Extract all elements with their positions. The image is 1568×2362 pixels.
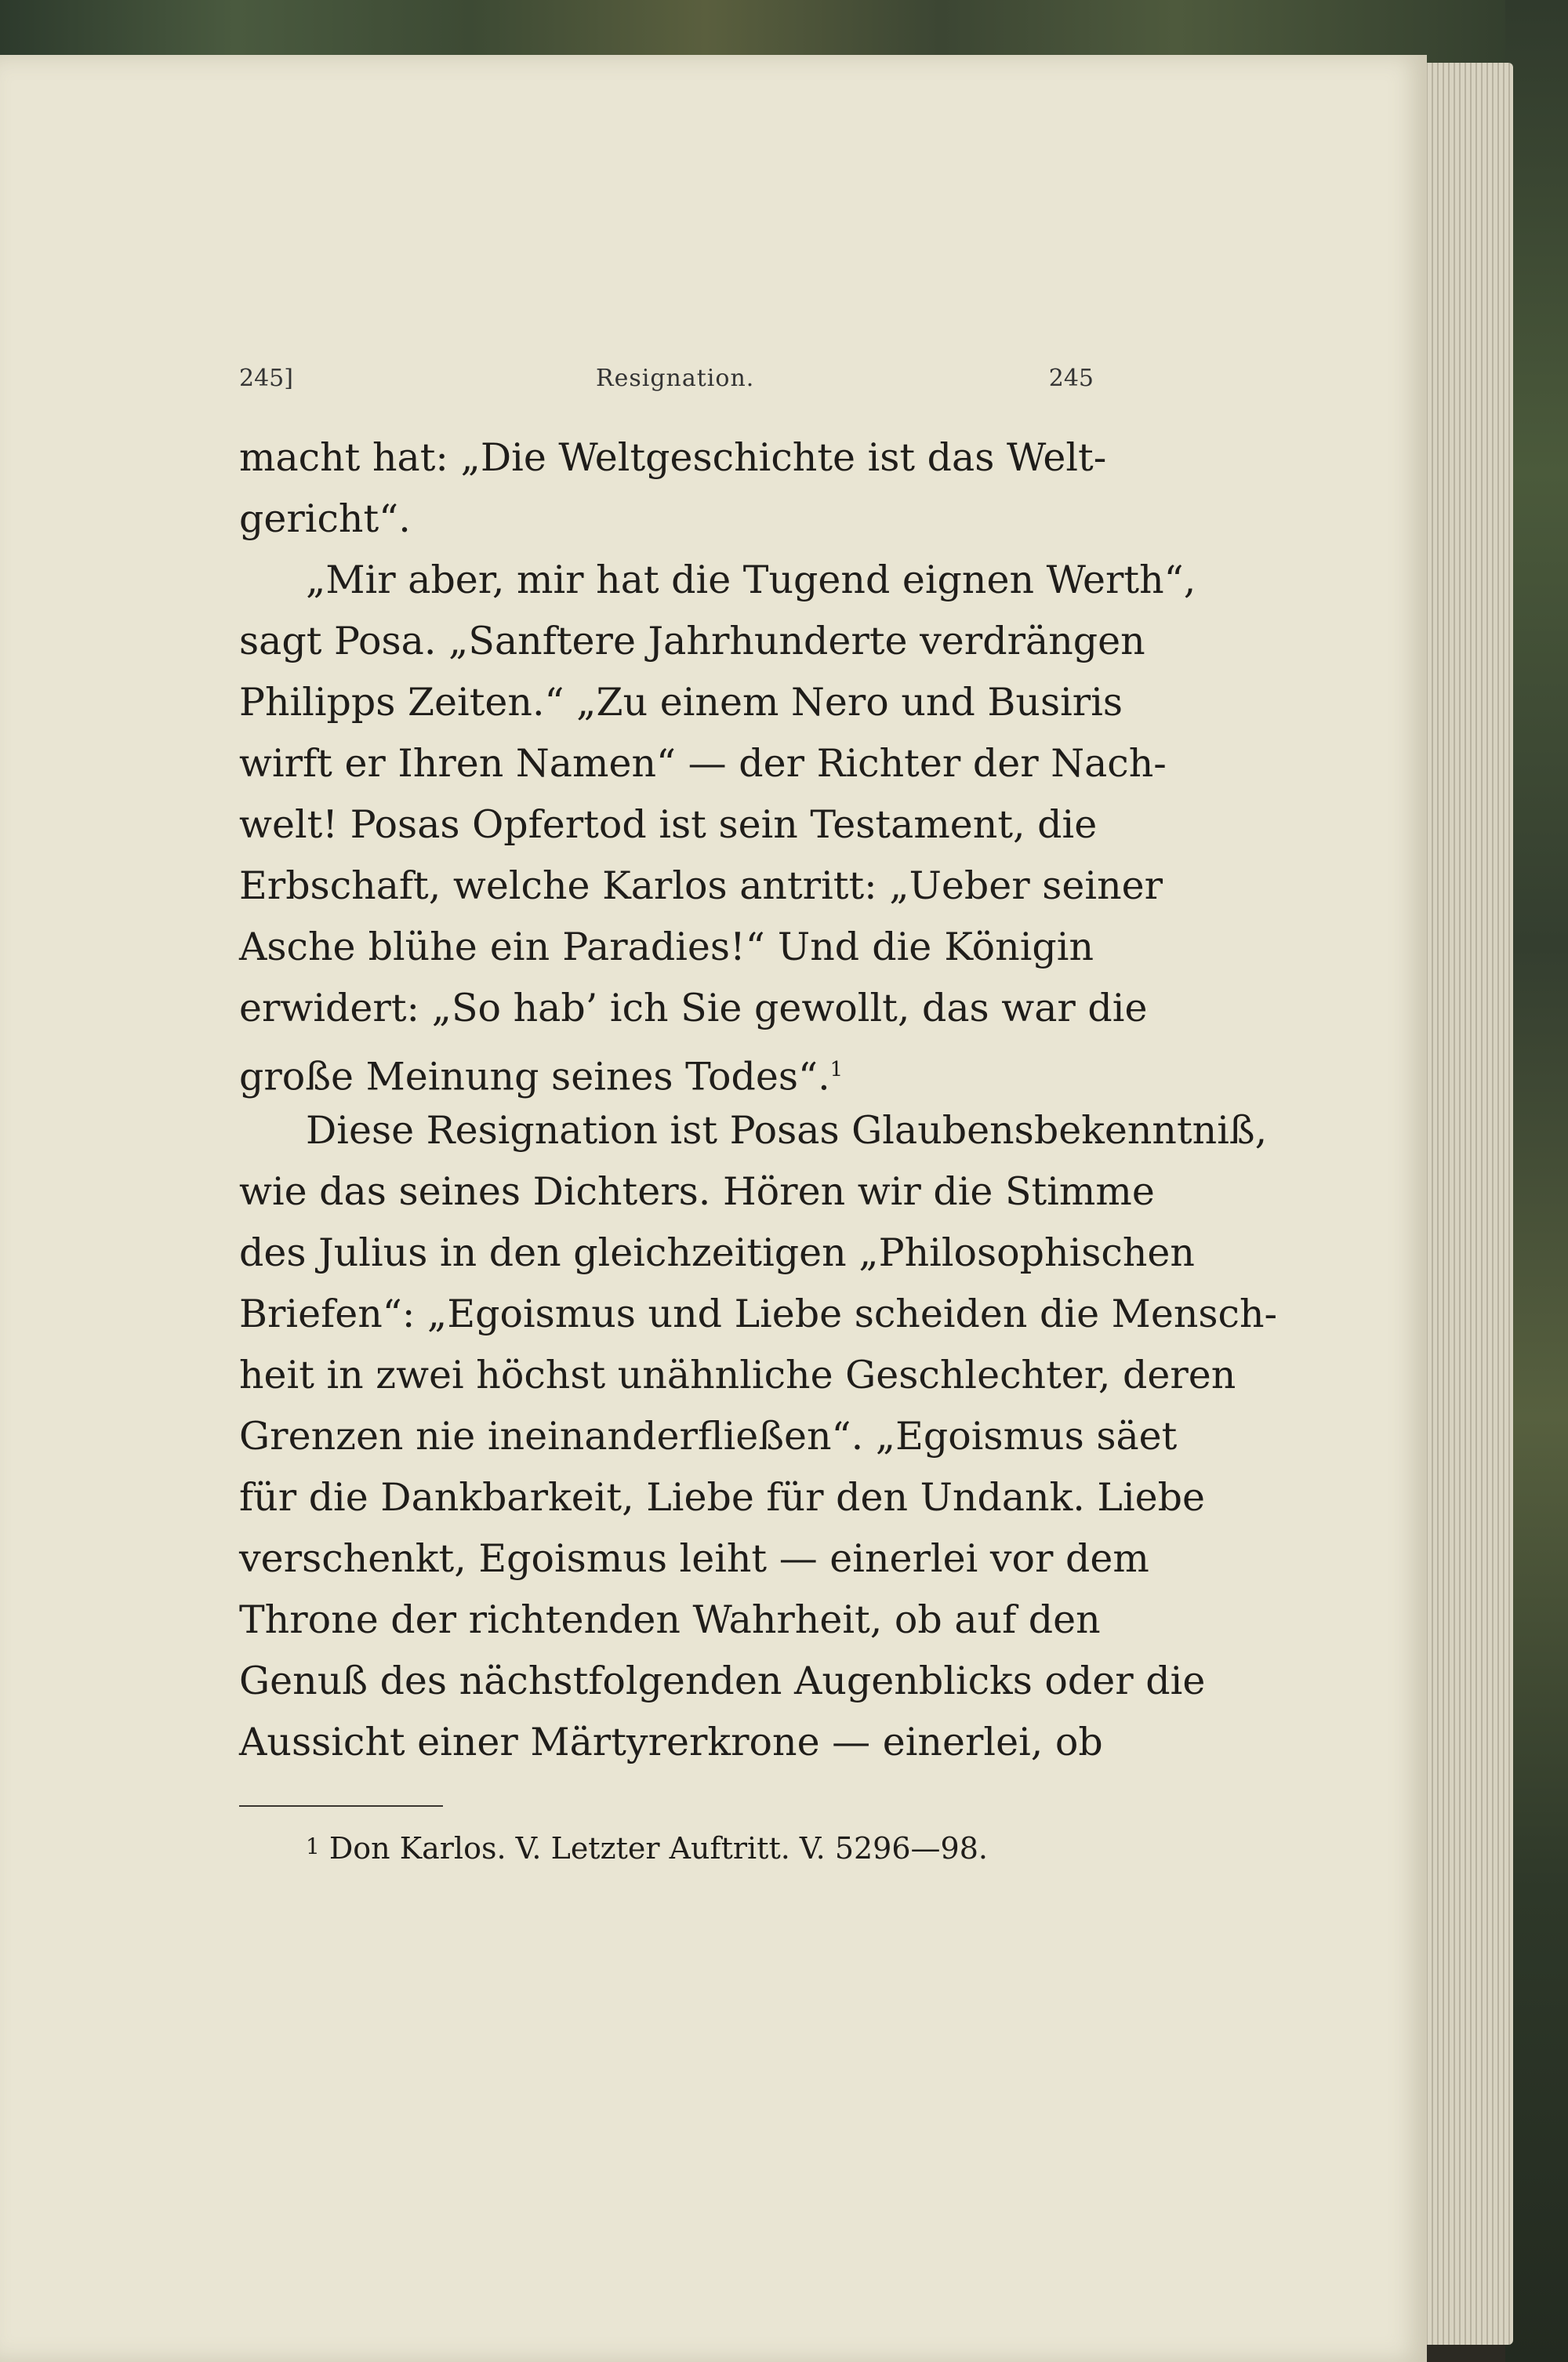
text-line: Throne der richtenden Wahrheit, ob auf den: [239, 1597, 1101, 1642]
text-line: verschenkt, Egoismus leiht — einerlei vor dem: [239, 1536, 1149, 1581]
text-line: Diese Resignation ist Posas Glaubensbekenntniß,: [306, 1108, 1268, 1153]
running-header: [239, 365, 1094, 404]
text-line: Asche blühe ein Paradies!“ Und die Königin: [239, 925, 1094, 969]
text-line: Erbschaft, welche Karlos antritt: „Ueber seiner: [239, 863, 1163, 908]
footnote-reference: 1: [829, 1058, 844, 1081]
text-line: heit in zwei höchst unähnliche Geschlechter, deren: [239, 1353, 1236, 1397]
text-line: macht hat: „Die Weltgeschichte ist das Welt-: [239, 435, 1107, 480]
text-line: Aussicht einer Märtyrerkrone — einerlei, ob: [239, 1720, 1103, 1764]
right-page-number: 245: [1048, 365, 1094, 392]
left-page-number: 245]: [239, 365, 293, 392]
footnote-text: Don Karlos. V. Letzter Auftritt. V. 5296—98.: [328, 1831, 988, 1866]
text-line: erwidert: „So hab’ ich Sie gewollt, das war die: [239, 986, 1148, 1030]
text-line: des Julius in den gleichzeitigen „Philosophischen: [239, 1230, 1195, 1275]
text-line: für die Dankbarkeit, Liebe für den Undank. Liebe: [239, 1475, 1206, 1520]
text-line: wie das seines Dichters. Hören wir die Stimme: [239, 1169, 1155, 1214]
running-title: Resignation.: [596, 365, 755, 392]
text-line: sagt Posa. „Sanftere Jahrhunderte verdrängen: [239, 619, 1145, 663]
text-line-with-footnote: [239, 1039, 1094, 1100]
body-text: [239, 427, 1278, 1773]
text-line: Grenzen nie ineinanderfließen“. „Egoismus säet: [239, 1414, 1178, 1459]
book-cover-right: [1505, 0, 1568, 2362]
footnote-separator: [239, 1805, 443, 1807]
footnote: [306, 1831, 1090, 1866]
text-line: wirft er Ihren Namen“ — der Richter der Nach-: [239, 741, 1167, 786]
text-line: welt! Posas Opfertod ist sein Testament, die: [239, 802, 1098, 847]
text-line: Philipps Zeiten.“ „Zu einem Nero und Busiris: [239, 680, 1123, 725]
text-line: „Mir aber, mir hat die Tugend eignen Werth“,: [306, 558, 1196, 602]
footnote-marker: 1: [306, 1833, 320, 1859]
text-line: Genuß des nächstfolgenden Augenblicks oder die: [239, 1659, 1206, 1703]
text-line: Briefen“: „Egoismus und Liebe scheiden die Mensch-: [239, 1292, 1278, 1336]
text-line-content: große Meinung seines Todes“.: [239, 1054, 830, 1099]
text-line: gericht“.: [239, 496, 411, 541]
